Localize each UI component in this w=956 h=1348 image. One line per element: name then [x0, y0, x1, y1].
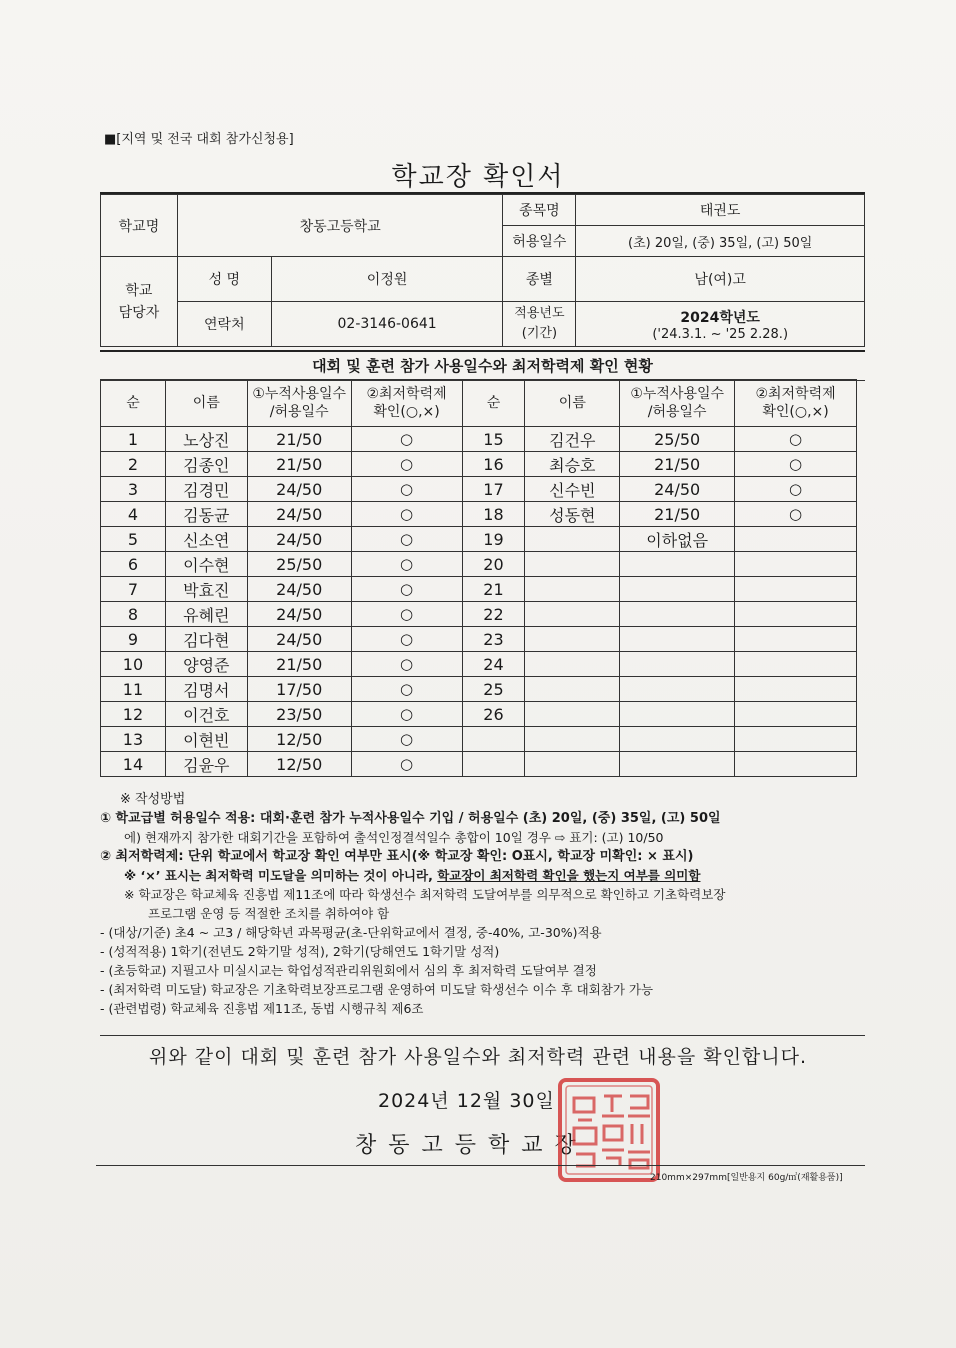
name-label: 성 명 [177, 257, 271, 302]
year-cell [576, 302, 865, 347]
school-label: 학교명 [101, 195, 178, 257]
cell-check [735, 627, 857, 652]
cell-days [620, 602, 735, 627]
table-row [101, 552, 857, 577]
principal-signature: 창동고등학교장 [355, 1133, 588, 1158]
table-row [101, 452, 857, 477]
cell-name [525, 677, 620, 702]
cell-name: 박효진 [165, 577, 247, 602]
document-title: 학교장 확인서 [391, 162, 565, 192]
table-row [101, 652, 857, 677]
roster-body [101, 427, 857, 777]
year-value: 2024학년도 [680, 309, 760, 326]
detail-4: - (최저학력 미도달) 학교장은 기초학력보장프로그램 운영하여 미도달 학생선수 이수 후 대회참가 가능 [100, 982, 654, 997]
cell-days: 24/50 [247, 602, 351, 627]
table-row [101, 702, 857, 727]
cell-check: ○ [351, 652, 462, 677]
official-seal-stamp [556, 1076, 662, 1184]
gender-label: 종별 [503, 257, 576, 302]
cell-days: 21/50 [247, 652, 351, 677]
contact-value: 02-3146-0641 [271, 302, 503, 347]
col-days-left [247, 380, 351, 427]
cell-no: 3 [101, 477, 166, 502]
table-row [101, 677, 857, 702]
cell-days: 23/50 [247, 702, 351, 727]
cell-check: ○ [351, 727, 462, 752]
cell-name: 김윤우 [165, 752, 247, 777]
cell-days: 24/50 [247, 477, 351, 502]
cell-no: 4 [101, 502, 166, 527]
cell-name: 이건호 [165, 702, 247, 727]
cell-check [735, 552, 857, 577]
cell-no: 24 [462, 652, 525, 677]
cell-no: 19 [462, 527, 525, 552]
cell-name: 유혜린 [165, 602, 247, 627]
cell-check: ○ [351, 677, 462, 702]
col-days-line2: /허용일수 [647, 404, 707, 420]
cell-days: 21/50 [620, 452, 735, 477]
col-days-line1: ①누적사용일수 [252, 386, 347, 402]
cell-check [735, 527, 857, 552]
cell-check [735, 702, 857, 727]
cell-check: ○ [351, 452, 462, 477]
col-no-left: 순 [101, 380, 166, 427]
note-2-line-3: ※ 학교장은 학교체육 진흥법 제11조에 따라 학생선수 최저학력 도달여부를 의무적으로 확인하고 기초학력보장 [124, 887, 726, 902]
col-no-right: 순 [462, 380, 525, 427]
cell-name: 신수빈 [525, 477, 620, 502]
cell-days: 12/50 [247, 752, 351, 777]
col-name-right: 이름 [525, 380, 620, 427]
col-check-right [735, 380, 857, 427]
cell-days: 17/50 [247, 677, 351, 702]
cell-no [462, 752, 525, 777]
detail-1: - (대상/기준) 초4 ~ 고3 / 해당학년 과목평균(초-단위학교에서 결정, 중-40%, 고-30%)적용 [100, 925, 602, 940]
table-row [101, 627, 857, 652]
cell-no: 7 [101, 577, 166, 602]
table-row [101, 527, 857, 552]
event-label: 종목명 [503, 195, 576, 226]
cell-days: 21/50 [247, 427, 351, 452]
cell-name: 김종인 [165, 452, 247, 477]
cell-days: 24/50 [620, 477, 735, 502]
cell-check [735, 752, 857, 777]
paper-spec: 210mm×297mm[일반용지 60g/㎡(재활용품)] [650, 1173, 843, 1183]
cell-check [735, 602, 857, 627]
cell-check [735, 727, 857, 752]
name-value: 이정원 [271, 257, 503, 302]
col-days-line1: ①누적사용일수 [630, 386, 725, 402]
cell-no: 25 [462, 677, 525, 702]
section-title: 대회 및 훈련 참가 사용일수와 최저학력제 확인 현황 [100, 350, 865, 381]
cell-name: 김경민 [165, 477, 247, 502]
note-2-line-2-underlined: 학교장이 최저학력 확인을 했는지 여부를 의미함 [437, 868, 701, 883]
cell-no: 6 [101, 552, 166, 577]
year-period: ('24.3.1. ~ '25 2.28.) [652, 326, 789, 342]
cell-no: 20 [462, 552, 525, 577]
table-row [101, 427, 857, 452]
cell-no: 21 [462, 577, 525, 602]
roster-header-row [101, 380, 857, 427]
cell-name: 김명서 [165, 677, 247, 702]
cell-no: 16 [462, 452, 525, 477]
cell-no: 5 [101, 527, 166, 552]
col-days-line2: /허용일수 [269, 404, 329, 420]
cell-check: ○ [351, 702, 462, 727]
cell-days: 24/50 [247, 502, 351, 527]
table-row [101, 477, 857, 502]
cell-name: 김동균 [165, 502, 247, 527]
cell-name [525, 727, 620, 752]
cell-no: 15 [462, 427, 525, 452]
cell-name: 김건우 [525, 427, 620, 452]
confirmation-statement: 위와 같이 대회 및 훈련 참가 사용일수와 최저학력 관련 내용을 확인합니다. [148, 1046, 808, 1068]
cell-no: 18 [462, 502, 525, 527]
cell-days [620, 652, 735, 677]
table-row [101, 602, 857, 627]
cell-check: ○ [735, 477, 857, 502]
cell-check: ○ [351, 527, 462, 552]
instructions [100, 790, 870, 1018]
cell-name [525, 602, 620, 627]
cell-check: ○ [351, 427, 462, 452]
cell-check [735, 652, 857, 677]
school-info-table [100, 194, 865, 347]
cell-name: 양영준 [165, 652, 247, 677]
detail-5: - (관련법령) 학교체육 진흥법 제11조, 동법 시행규칙 제6조 [100, 1001, 424, 1016]
cell-name [525, 577, 620, 602]
cell-no: 2 [101, 452, 166, 477]
cell-no: 23 [462, 627, 525, 652]
cell-check: ○ [351, 627, 462, 652]
cell-name [525, 527, 620, 552]
note-2-line-4: 프로그램 운영 등 적절한 조치를 취하여야 함 [148, 906, 390, 921]
cell-days: 25/50 [620, 427, 735, 452]
cell-days: 24/50 [247, 577, 351, 602]
cell-name: 김다현 [165, 627, 247, 652]
cell-name: 성동현 [525, 502, 620, 527]
cell-no: 10 [101, 652, 166, 677]
cell-no: 14 [101, 752, 166, 777]
col-check-left [351, 380, 462, 427]
contact-label: 연락처 [177, 302, 271, 347]
cell-check: ○ [351, 577, 462, 602]
issue-date: 2024년 12월 30일 [378, 1090, 555, 1112]
cell-no [462, 727, 525, 752]
cell-days [620, 702, 735, 727]
cell-no: 11 [101, 677, 166, 702]
cell-name: 이현빈 [165, 727, 247, 752]
cell-days [620, 577, 735, 602]
note-2-line-2 [100, 866, 870, 885]
cell-days [620, 752, 735, 777]
cell-no: 8 [101, 602, 166, 627]
cell-days: 24/50 [247, 627, 351, 652]
col-check-line2: 확인(○,×) [762, 404, 829, 420]
note-1-line-2: 에) 현재까지 참가한 대회기간을 포함하여 출석인정결석일수 총합이 10일 경우 ⇨ 표기: (고) 10/50 [124, 830, 664, 845]
cell-check: ○ [351, 552, 462, 577]
school-value: 창동고등학교 [177, 195, 503, 257]
roster-table [100, 379, 857, 777]
allowed-days-label: 허용일수 [503, 226, 576, 257]
cell-name: 노상진 [165, 427, 247, 452]
event-value: 태권도 [576, 195, 865, 226]
col-check-line1: ②최저학력제 [366, 386, 447, 402]
cell-name: 최승호 [525, 452, 620, 477]
table-row [101, 727, 857, 752]
cell-days [620, 627, 735, 652]
cell-check: ○ [351, 602, 462, 627]
cell-days: 21/50 [247, 452, 351, 477]
cell-days [620, 727, 735, 752]
cell-check: ○ [351, 477, 462, 502]
col-days-right [620, 380, 735, 427]
cell-no: 1 [101, 427, 166, 452]
cell-check: ○ [735, 427, 857, 452]
cell-no: 22 [462, 602, 525, 627]
note-2-line-1: ② 최저학력제: 단위 학교에서 학교장 확인 여부만 표시(※ 학교장 확인: O표시, 학교장 미확인: × 표시) [100, 849, 694, 864]
cell-check: ○ [351, 502, 462, 527]
cell-days: 24/50 [247, 527, 351, 552]
cell-check: ○ [735, 502, 857, 527]
cell-days: 21/50 [620, 502, 735, 527]
detail-2: - (성적적용) 1학기(전년도 2학기말 성적), 2학기(당해연도 1학기말 성적) [100, 944, 500, 959]
cell-name [525, 752, 620, 777]
manager-label: 학교 담당자 [101, 257, 178, 347]
note-2-line-2-text: ※ ‘×’ 표시는 최저학력 미도달을 의미하는 것이 아니라, [124, 868, 438, 883]
cell-check: ○ [735, 452, 857, 477]
bottom-rule [96, 1165, 865, 1166]
col-check-line2: 확인(○,×) [373, 404, 440, 420]
cell-name [525, 627, 620, 652]
cell-days: 12/50 [247, 727, 351, 752]
cell-no: 12 [101, 702, 166, 727]
table-row [101, 752, 857, 777]
cell-no: 13 [101, 727, 166, 752]
footer-rule [100, 1035, 865, 1036]
cell-days [620, 552, 735, 577]
gender-value: 남(여)고 [576, 257, 865, 302]
col-name-left: 이름 [165, 380, 247, 427]
year-label: 적용년도 (기간) [503, 302, 576, 347]
notes-heading: ※ 작성방법 [120, 792, 186, 807]
col-check-line1: ②최저학력제 [755, 386, 836, 402]
cell-no: 9 [101, 627, 166, 652]
cell-no: 17 [462, 477, 525, 502]
cell-check: ○ [351, 752, 462, 777]
cell-no: 26 [462, 702, 525, 727]
cell-name [525, 552, 620, 577]
allowed-days-value: (초) 20일, (중) 35일, (고) 50일 [576, 226, 865, 257]
cell-days [620, 677, 735, 702]
note-1-line-1: ① 학교급별 허용일수 적용: 대회·훈련 참가 누적사용일수 기입 / 허용일수 (초) 20일, (중) 35일, (고) 50일 [100, 811, 721, 826]
table-row [101, 577, 857, 602]
cell-name [525, 652, 620, 677]
cell-check [735, 677, 857, 702]
cell-days: 이하없음 [620, 527, 735, 552]
table-row [101, 502, 857, 527]
cell-name [525, 702, 620, 727]
cell-check [735, 577, 857, 602]
cell-days: 25/50 [247, 552, 351, 577]
cell-name: 이수현 [165, 552, 247, 577]
detail-3: - (초등학교) 지필고사 미실시교는 학업성적관리위원회에서 심의 후 최저학력 도달여부 결정 [100, 963, 597, 978]
form-tag: ■[지역 및 전국 대회 참가신청용] [104, 132, 294, 147]
cell-name: 신소연 [165, 527, 247, 552]
